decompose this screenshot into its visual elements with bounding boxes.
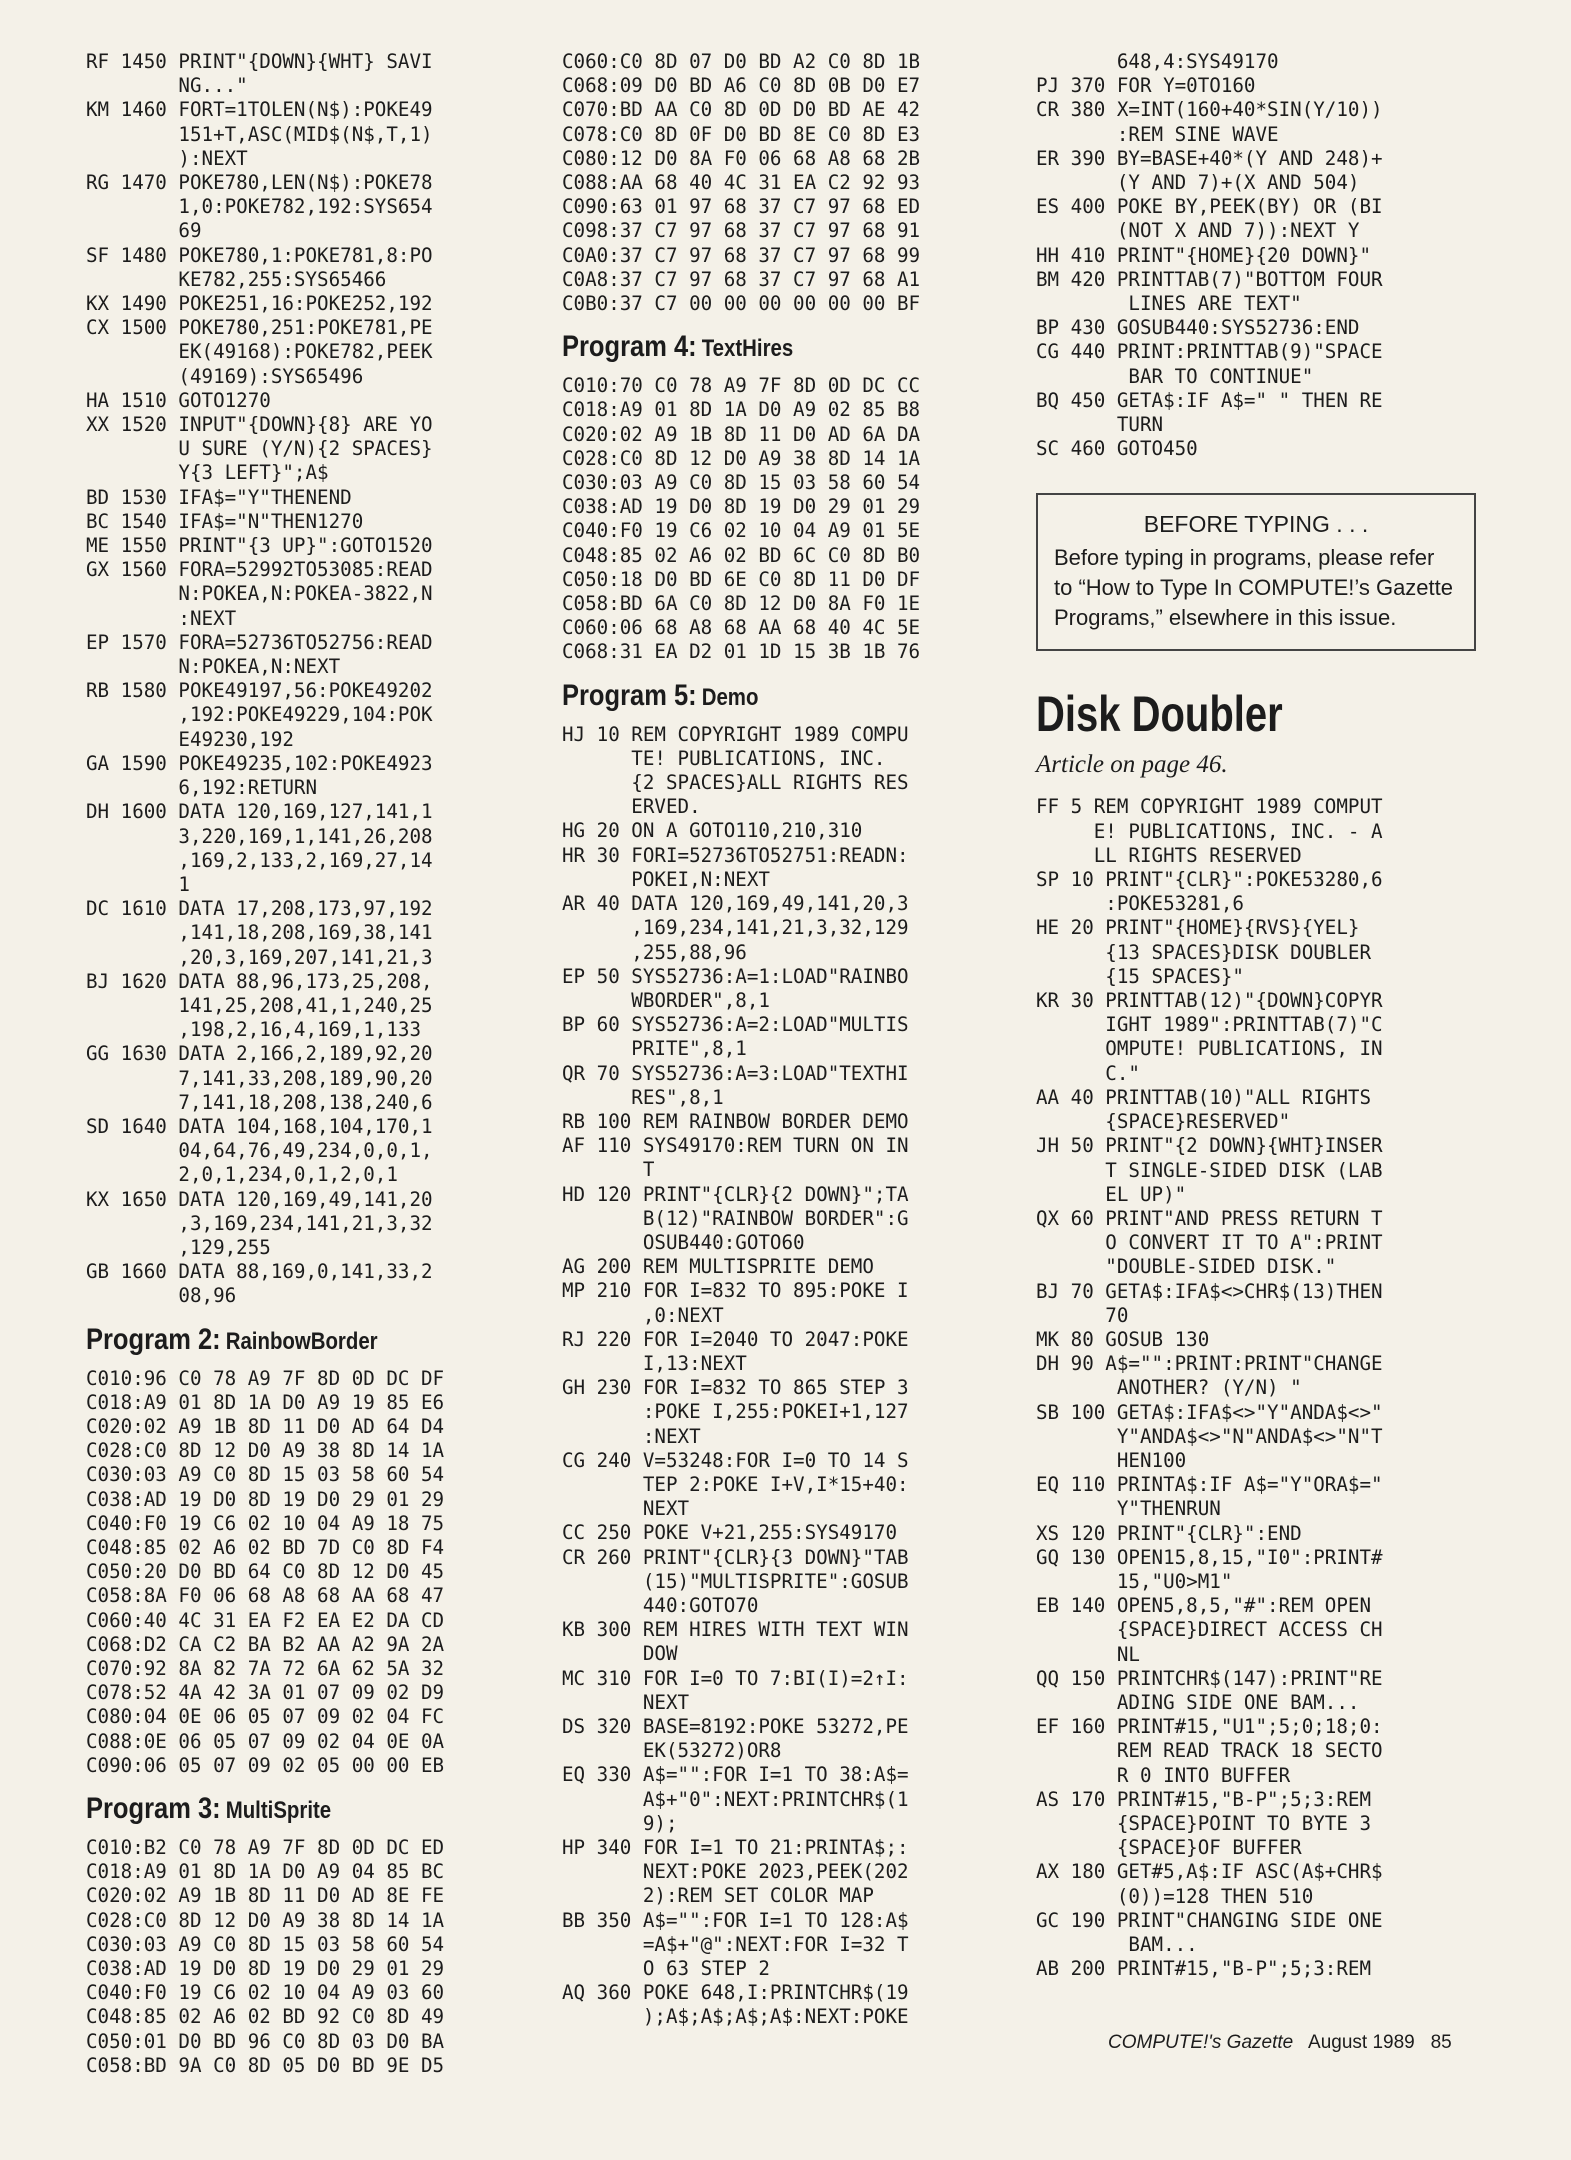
code-line: {SPACE}POINT TO BYTE 3 [1036,1811,1372,1835]
code-line: MP 210 FOR I=832 TO 895:POKE I [562,1279,909,1303]
code-line: ,129,255 [86,1235,271,1259]
code-line: C058:BD 9A C0 8D 05 D0 BD 9E D5 [86,2053,445,2077]
code-line: B(12)"RAINBOW BORDER":G [562,1206,909,1230]
code-line: SD 1640 DATA 104,168,104,170,1 [86,1114,433,1138]
code-line: 151+T,ASC(MID$(N$,T,1) [86,122,433,146]
code-line: AG 200 REM MULTISPRITE DEMO [562,1255,874,1279]
code-line: :NEXT [562,1424,701,1448]
code-line: SP 10 PRINT"{CLR}":POKE53280,6 [1036,868,1383,892]
code-line: 7,141,18,208,138,240,6 [86,1090,433,1114]
code-line: REM READ TRACK 18 SECTO [1036,1739,1383,1763]
code-line: EB 140 OPEN5,8,5,"#":REM OPEN [1036,1594,1372,1618]
code-line: EK(49168):POKE782,PEEK [86,340,433,364]
code-line: C068:D2 CA C2 BA B2 AA A2 9A 2A [86,1632,445,1656]
code-line: KX 1490 POKE251,16:POKE252,192 [86,292,433,316]
code-line: C038:AD 19 D0 8D 19 D0 29 01 29 [562,495,921,519]
code-line: ERVED. [562,795,701,819]
code-line: QX 60 PRINT"AND PRESS RETURN T [1036,1206,1383,1230]
code-line: C070:92 8A 82 7A 72 6A 62 5A 32 [86,1657,445,1680]
code-line: C018:A9 01 8D 1A D0 A9 19 85 E6 [86,1390,445,1414]
code-line: 2):REM SET COLOR MAP [562,1884,874,1908]
code-line: BC 1540 IFA$="N"THEN1270 [86,509,364,533]
code-line: C090:63 01 97 68 37 C7 97 68 ED [562,195,921,219]
code-line: AF 110 SYS49170:REM TURN ON IN [562,1134,909,1158]
notice-body: Before typing in programs, please refer to “How to Type In COMPUTE!’s Gazette Programs,” elsewhere in this issue. [1054,545,1453,631]
code-line: KM 1460 FORT=1TOLEN(N$):POKE49 [86,98,433,122]
code-line: C028:C0 8D 12 D0 A9 38 8D 14 1A [86,1439,445,1463]
code-line: RF 1450 PRINT"{DOWN}{WHT} SAVI [86,50,433,73]
disk-doubler-listing [1036,795,1476,1981]
code-line: EP 50 SYS52736:A=1:LOAD"RAINBO [562,964,909,988]
code-line: 15,"U0>M1" [1036,1569,1233,1593]
code-line: LINES ARE TEXT" [1036,292,1302,316]
code-line: AS 170 PRINT#15,"B-P";5;3:REM [1036,1787,1372,1811]
code-line: {15 SPACES}" [1036,964,1244,988]
code-line: HJ 10 REM COPYRIGHT 1989 COMPU [562,722,909,746]
code-line: C010:96 C0 78 A9 7F 8D 0D DC DF [86,1366,445,1390]
code-line: (NOT X AND 7)):NEXT Y [1036,219,1360,243]
code-line: C0A0:37 C7 97 68 37 C7 97 68 99 [562,243,921,267]
code-line: FF 5 REM COPYRIGHT 1989 COMPUT [1036,795,1383,819]
code-line: CR 260 PRINT"{CLR}{3 DOWN}"TAB [562,1545,909,1569]
code-line: OMPUTE! PUBLICATIONS, IN [1036,1037,1383,1061]
code-line: MC 310 FOR I=0 TO 7:BI(I)=2↑I: [562,1666,909,1690]
code-line: ADING SIDE ONE BAM... [1036,1690,1360,1714]
code-line: 6,192:RETURN [86,776,318,800]
code-line: A$+"0":NEXT:PRINTCHR$(1 [562,1787,909,1811]
program4-listing [562,374,1002,664]
code-line: {SPACE}OF BUFFER [1036,1836,1302,1860]
code-line: 70 [1036,1303,1129,1327]
code-line: {2 SPACES}ALL RIGHTS RES [562,771,909,795]
code-line: NL [1036,1642,1140,1666]
code-line: HP 340 FOR I=1 TO 21:PRINTA$;: [562,1836,909,1860]
code-line: XS 120 PRINT"{CLR}":END [1036,1521,1302,1545]
code-line: C050:18 D0 BD 6E C0 8D 11 D0 DF [562,567,921,591]
code-line: NG..." [86,74,248,98]
code-line: 440:GOTO70 [562,1593,759,1617]
code-line: GX 1560 FORA=52992TO53085:READ [86,558,433,582]
code-line: CC 250 POKE V+21,255:SYS49170 [562,1521,898,1545]
code-line: C038:AD 19 D0 8D 19 D0 29 01 29 [86,1957,445,1981]
code-line: 7,141,33,208,189,90,20 [86,1066,433,1090]
code-line: JH 50 PRINT"{2 DOWN}{WHT}INSER [1036,1134,1383,1158]
code-line: WBORDER",8,1 [562,988,770,1012]
program-label: Program 3: [86,1792,221,1826]
code-line: GC 190 PRINT"CHANGING SIDE ONE [1036,1908,1383,1932]
code-line: 69 [86,219,202,243]
code-line: 04,64,76,49,234,0,0,1, [86,1139,433,1163]
code-line: AA 40 PRINTTAB(10)"ALL RIGHTS [1036,1085,1372,1109]
article-subtitle: Article on page 46. [1036,751,1228,779]
code-line: GA 1590 POKE49235,102:POKE4923 [86,751,433,775]
code-line: ,192:POKE49229,104:POK [86,703,433,727]
code-line: C048:85 02 A6 02 BD 6C C0 8D B0 [562,543,921,567]
code-line: C010:70 C0 78 A9 7F 8D 0D DC CC [562,374,921,398]
code-line: C078:52 4A 42 3A 01 07 09 02 D9 [86,1681,445,1705]
code-line: C090:06 05 07 09 02 05 00 00 EB [86,1753,445,1777]
code-line: KX 1650 DATA 120,169,49,141,20 [86,1187,433,1211]
code-line: RJ 220 FOR I=2040 TO 2047:POKE [562,1327,909,1351]
code-line: ES 400 POKE BY,PEEK(BY) OR (BI [1036,195,1383,219]
code-line: ,169,234,141,21,3,32,129 [562,916,909,940]
code-line: C058:8A F0 06 68 A8 68 AA 68 47 [86,1584,445,1608]
code-line: C018:A9 01 8D 1A D0 A9 04 85 BC [86,1860,445,1884]
code-line: ,3,169,234,141,21,3,32 [86,1211,433,1235]
notice-title: BEFORE TYPING . . . [1143,511,1369,538]
code-line: C038:AD 19 D0 8D 19 D0 29 01 29 [86,1487,445,1511]
footer-page-number: 85 [1430,2032,1452,2053]
program3-listing-part1 [86,1836,526,2078]
code-line: RB 1580 POKE49197,56:POKE49202 [86,679,433,703]
code-line: C020:02 A9 1B 8D 11 D0 AD 8E FE [86,1884,445,1908]
code-line: :NEXT [86,606,237,630]
column-3 [1036,50,1476,1981]
page-footer [1108,2032,1452,2054]
code-line: OSUB440:GOTO60 [562,1230,805,1254]
program-label: Program 4: [562,330,697,364]
code-line: BB 350 A$="":FOR I=1 TO 128:A$ [562,1908,909,1932]
code-line: SF 1480 POKE780,1:POKE781,8:PO [86,243,433,267]
program-name: Demo [701,683,759,711]
code-line: GB 1660 DATA 88,169,0,141,33,2 [86,1260,433,1284]
code-line: =A$+"@":NEXT:FOR I=32 T [562,1932,909,1956]
code-line: PRITE",8,1 [562,1037,747,1061]
code-line: C098:37 C7 97 68 37 C7 97 68 91 [562,219,921,243]
code-line: AX 180 GET#5,A$:IF ASC(A$+CHR$ [1036,1860,1383,1884]
code-line: KE782,255:SYS65466 [86,267,387,291]
program5-heading [562,679,936,713]
code-line: I,13:NEXT [562,1351,747,1375]
code-line: C080:12 D0 8A F0 06 68 A8 68 2B [562,146,921,170]
program1-listing-continued [86,50,526,1309]
code-line: BD 1530 IFA$="Y"THENEND [86,485,352,509]
code-line: C048:85 02 A6 02 BD 7D C0 8D F4 [86,1535,445,1559]
code-line: ,198,2,16,4,169,1,133 [86,1018,422,1042]
code-line: (49169):SYS65496 [86,364,364,388]
code-line: BJ 1620 DATA 88,96,173,25,208, [86,969,433,993]
code-line: SC 460 GOTO450 [1036,437,1198,461]
program-name: TextHires [701,335,794,363]
code-line: PJ 370 FOR Y=0TO160 [1036,74,1256,98]
code-line: SB 100 GETA$:IFA$<>"Y"ANDA$<>" [1036,1400,1383,1424]
code-line: C050:20 D0 BD 64 C0 8D 12 D0 45 [86,1560,445,1584]
article-title: Disk Doubler [1036,686,1283,743]
code-line: Y{3 LEFT}";A$ [86,461,329,485]
code-line: C050:01 D0 BD 96 C0 8D 03 D0 BA [86,2029,445,2053]
code-line: KR 30 PRINTTAB(12)"{DOWN}COPYR [1036,989,1383,1013]
code-line: DH 1600 DATA 120,169,127,141,1 [86,800,433,824]
code-line: C058:BD 6A C0 8D 12 D0 8A F0 1E [562,592,921,616]
code-line: C048:85 02 A6 02 BD 92 C0 8D 49 [86,2005,445,2029]
code-line: C060:C0 8D 07 D0 BD A2 C0 8D 1B [562,50,921,73]
code-line: ,141,18,208,169,38,141 [86,921,433,945]
code-line: C018:A9 01 8D 1A D0 A9 02 85 B8 [562,398,921,422]
code-line: C020:02 A9 1B 8D 11 D0 AD 6A DA [562,422,921,446]
program5-listing-part1 [562,723,1002,2030]
code-line: EQ 110 PRINTA$:IF A$="Y"ORA$=" [1036,1473,1383,1497]
code-line: C010:B2 C0 78 A9 7F 8D 0D DC ED [86,1836,445,1860]
code-line: CG 440 PRINT:PRINTTAB(9)"SPACE [1036,340,1383,364]
code-line: C028:C0 8D 12 D0 A9 38 8D 14 1A [562,446,921,470]
code-line: GG 1630 DATA 2,166,2,189,92,20 [86,1042,433,1066]
code-line: CG 240 V=53248:FOR I=0 TO 14 S [562,1448,909,1472]
code-line: N:POKEA,N:NEXT [86,655,341,679]
code-line: HD 120 PRINT"{CLR}{2 DOWN}";TA [562,1182,909,1206]
code-line: C078:C0 8D 0F D0 BD 8E C0 8D E3 [562,122,921,146]
code-line: BM 420 PRINTTAB(7)"BOTTOM FOUR [1036,267,1383,291]
code-line: C088:AA 68 40 4C 31 EA C2 92 93 [562,171,921,195]
code-line: BP 60 SYS52736:A=2:LOAD"MULTIS [562,1013,909,1037]
code-line: C070:BD AA C0 8D 0D D0 BD AE 42 [562,98,921,122]
code-line: BQ 450 GETA$:IF A$=" " THEN RE [1036,388,1383,412]
code-line: 1,0:POKE782,192:SYS654 [86,195,433,219]
code-line: KB 300 REM HIRES WITH TEXT WIN [562,1618,909,1642]
code-line: BP 430 GOSUB440:SYS52736:END [1036,316,1360,340]
footer-publication: COMPUTE!'s Gazette [1108,2032,1294,2053]
code-line: ,20,3,169,207,141,21,3 [86,945,433,969]
code-line: EL UP)" [1036,1182,1187,1206]
code-line: R 0 INTO BUFFER [1036,1763,1291,1787]
code-line: RB 100 REM RAINBOW BORDER DEMO [562,1109,909,1133]
code-line: HR 30 FORI=52736TO52751:READN: [562,843,909,867]
code-line: QR 70 SYS52736:A=3:LOAD"TEXTHI [562,1061,909,1085]
code-line: NEXT:POKE 2023,PEEK(202 [562,1860,909,1884]
code-line: C020:02 A9 1B 8D 11 D0 AD 64 D4 [86,1414,445,1438]
code-line: :POKE53281,6 [1036,892,1244,916]
code-line: 1 [86,872,190,896]
program4-heading [562,330,936,364]
code-line: (Y AND 7)+(X AND 504) [1036,171,1360,195]
code-line: N:POKEA,N:POKEA-3822,N [86,582,433,606]
code-line: ,169,2,133,2,169,27,14 [86,848,433,872]
code-line: IGHT 1989":PRINTTAB(7)"C [1036,1013,1383,1037]
program-name: MultiSprite [225,1797,332,1825]
program-label: Program 5: [562,678,697,712]
code-line: EF 160 PRINT#15,"U1";5;0;18;0: [1036,1715,1383,1739]
program2-listing [86,1367,526,1778]
code-line: "DOUBLE-SIDED DISK." [1036,1255,1337,1279]
code-line: CX 1500 POKE780,251:POKE781,PE [86,316,433,340]
code-line: O CONVERT IT TO A":PRINT [1036,1231,1383,1255]
code-line: E! PUBLICATIONS, INC. - A [1036,819,1383,843]
code-line: (15)"MULTISPRITE":GOSUB [562,1569,909,1593]
code-line: C030:03 A9 C0 8D 15 03 58 60 54 [86,1463,445,1487]
program3-listing-part2 [562,50,1002,316]
code-line: EP 1570 FORA=52736TO52756:READ [86,630,433,654]
code-line: CR 380 X=INT(160+40*SIN(Y/10)) [1036,98,1383,122]
program5-listing-part2 [1036,50,1476,461]
code-line: C088:0E 06 05 07 09 02 04 0E 0A [86,1729,445,1753]
code-line: TE! PUBLICATIONS, INC. [562,746,886,770]
code-line: XX 1520 INPUT"{DOWN}{8} ARE YO [86,413,433,437]
code-line: HEN100 [1036,1448,1187,1472]
code-line: DH 90 A$="":PRINT:PRINT"CHANGE [1036,1352,1383,1376]
code-line: HA 1510 GOTO1270 [86,388,271,412]
code-line: AB 200 PRINT#15,"B-P";5;3:REM [1036,1957,1372,1981]
code-line: LL RIGHTS RESERVED [1036,843,1302,867]
code-line: ):NEXT [86,146,248,170]
code-line: RG 1470 POKE780,LEN(N$):POKE78 [86,171,433,195]
code-line: BAM... [1036,1933,1198,1956]
footer-issue: August 1989 [1308,2032,1415,2053]
code-line: :REM SINE WAVE [1036,122,1279,146]
code-line: BJ 70 GETA$:IFA$<>CHR$(13)THEN [1036,1279,1383,1303]
code-line: C." [1036,1061,1140,1085]
code-line: HH 410 PRINT"{HOME}{20 DOWN}" [1036,243,1372,267]
code-line: C060:06 68 A8 68 AA 68 40 4C 5E [562,616,921,640]
code-line: EQ 330 A$="":FOR I=1 TO 38:A$= [562,1763,909,1787]
code-line: 9); [562,1811,678,1835]
code-line: ER 390 BY=BASE+40*(Y AND 248)+ [1036,146,1383,170]
code-line: HG 20 ON A GOTO110,210,310 [562,819,863,843]
code-line: {13 SPACES}DISK DOUBLER [1036,940,1372,964]
code-line: C0A8:37 C7 97 68 37 C7 97 68 A1 [562,267,921,291]
code-line: 2,0,1,234,0,1,2,0,1 [86,1163,398,1187]
code-line: C080:04 0E 06 05 07 09 02 04 FC [86,1705,445,1729]
code-line: C068:09 D0 BD A6 C0 8D 0B D0 E7 [562,74,921,98]
code-line: ,255,88,96 [562,940,747,964]
code-line: AR 40 DATA 120,169,49,141,20,3 [562,892,909,916]
code-line: :POKE I,255:POKEI+1,127 [562,1400,909,1424]
code-line: Y"ANDA$<>"N"ANDA$<>"N"T [1036,1424,1383,1448]
code-line: C040:F0 19 C6 02 10 04 A9 03 60 [86,1981,445,2005]
program3-heading [86,1792,460,1826]
code-line: HE 20 PRINT"{HOME}{RVS}{YEL} [1036,916,1360,940]
code-line: AQ 360 POKE 648,I:PRINTCHR$(19 [562,1981,909,2005]
code-line: RES",8,1 [562,1085,724,1109]
program2-heading [86,1323,460,1357]
code-line: {SPACE}RESERVED" [1036,1110,1291,1134]
before-typing-notice [1036,493,1476,651]
code-line: 08,96 [86,1284,237,1308]
program-name: RainbowBorder [225,1327,378,1355]
code-line: ANOTHER? (Y/N) " [1036,1376,1302,1400]
code-line: C068:31 EA D2 01 1D 15 3B 1B 76 [562,640,921,664]
code-line: NEXT [562,1497,690,1521]
code-line: ,0:NEXT [562,1303,724,1327]
code-line: GH 230 FOR I=832 TO 865 STEP 3 [562,1376,909,1400]
code-line: C040:F0 19 C6 02 10 04 A9 18 75 [86,1511,445,1535]
code-line: Y"THENRUN [1036,1497,1221,1521]
code-line: POKEI,N:NEXT [562,867,770,891]
code-line: 3,220,169,1,141,26,208 [86,824,433,848]
code-line: C060:40 4C 31 EA F2 EA E2 DA CD [86,1608,445,1632]
code-line: C030:03 A9 C0 8D 15 03 58 60 54 [86,1932,445,1956]
code-line: C030:03 A9 C0 8D 15 03 58 60 54 [562,471,921,495]
code-line: 141,25,208,41,1,240,25 [86,993,433,1017]
code-line: (0))=128 THEN 510 [1036,1884,1314,1908]
code-line: T SINGLE-SIDED DISK (LAB [1036,1158,1383,1182]
code-line: E49230,192 [86,727,294,751]
code-line: O 63 STEP 2 [562,1957,770,1981]
code-line: ME 1550 PRINT"{3 UP}":GOTO1520 [86,534,433,558]
code-line: C028:C0 8D 12 D0 A9 38 8D 14 1A [86,1908,445,1932]
code-line: );A$;A$;A$;A$:NEXT:POKE [562,2005,909,2029]
code-line: EK(53272)OR8 [562,1739,782,1763]
code-line: DOW [562,1642,678,1666]
code-line: MK 80 GOSUB 130 [1036,1327,1210,1351]
code-line: NEXT [562,1690,690,1714]
code-line: U SURE (Y/N){2 SPACES} [86,437,433,461]
program-label: Program 2: [86,1322,221,1356]
code-line: TURN [1036,413,1164,437]
code-line: DS 320 BASE=8192:POKE 53272,PE [562,1715,909,1738]
code-line: C040:F0 19 C6 02 10 04 A9 01 5E [562,519,921,543]
column-1 [86,50,526,2078]
code-line: BAR TO CONTINUE" [1036,364,1314,388]
code-line: 648,4:SYS49170 [1036,50,1279,73]
code-line: QQ 150 PRINTCHR$(147):PRINT"RE [1036,1666,1383,1690]
code-line: GQ 130 OPEN15,8,15,"I0":PRINT# [1036,1545,1383,1569]
code-line: TEP 2:POKE I+V,I*15+40: [562,1472,909,1496]
code-line: C0B0:37 C7 00 00 00 00 00 00 BF [562,292,921,316]
code-line: {SPACE}DIRECT ACCESS CH [1036,1618,1383,1642]
code-line: T [562,1158,655,1182]
code-line: DC 1610 DATA 17,208,173,97,192 [86,897,433,921]
column-2 [562,50,1002,2030]
